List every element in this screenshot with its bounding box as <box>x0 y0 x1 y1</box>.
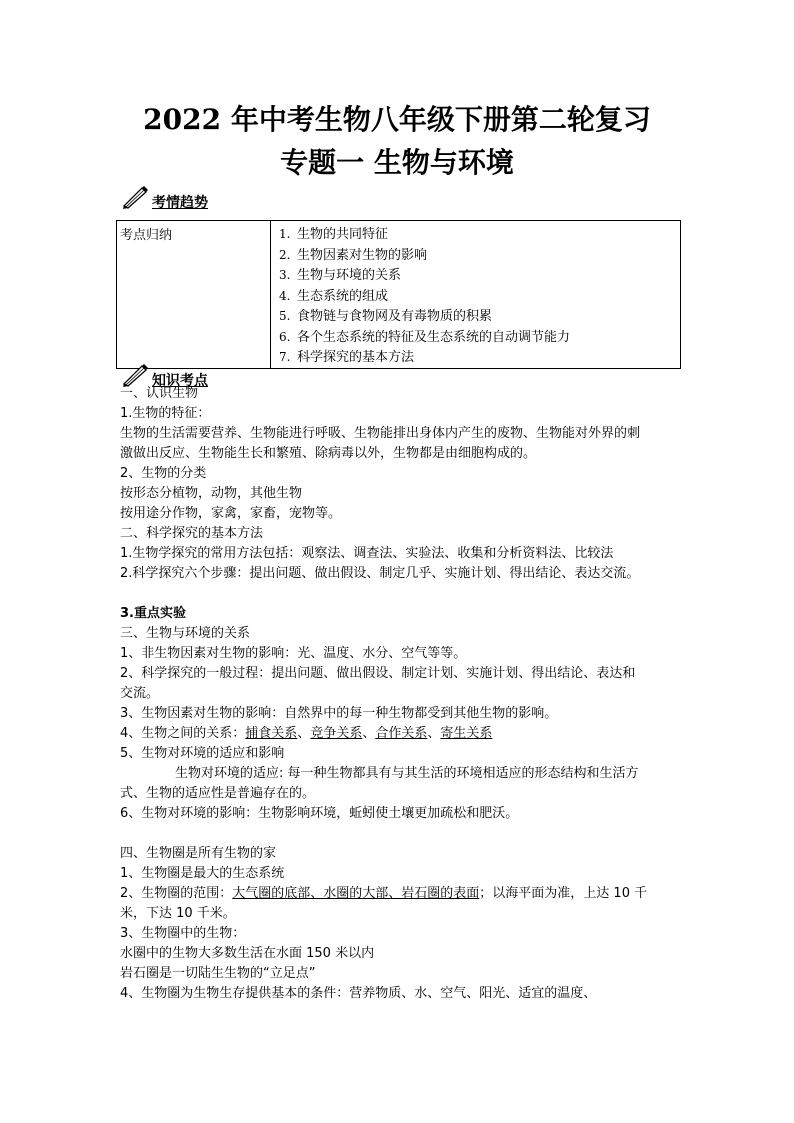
list-item: 4. 生态系统的组成 <box>279 288 389 304</box>
paragraph: 岩石圈是一切陆生生物的“立足点” <box>120 966 316 981</box>
paragraph: 4、生物之间的关系：捕食关系、竞争关系、合作关系、寄生关系 <box>120 726 493 741</box>
paragraph: 激做出反应、生物能生长和繁殖、除病毒以外，生物都是由细胞构成的。 <box>120 446 537 461</box>
summary-table <box>116 220 681 369</box>
paragraph: 3、生物圈中的生物： <box>120 926 246 941</box>
paragraph: 水圈中的生物大多数生活在水面 150 米以内 <box>120 946 375 961</box>
biosphere-range: 大气圈的底部、水圈的大部、岩石圈的表面 <box>232 886 480 901</box>
paragraph: 5、生物对环境的适应和影响 <box>120 746 285 761</box>
document-subtitle: 专题一 生物与环境 <box>280 146 514 179</box>
section-heading: 四、生物圈是所有生物的家 <box>120 846 277 861</box>
section-heading: 二、科学探究的基本方法 <box>120 526 264 541</box>
relation-term: 竞争关系 <box>310 726 363 741</box>
paragraph: 1.生物学探究的常用方法包括：观察法、调查法、实验法、收集和分析资料法、比较法 <box>120 546 614 561</box>
paragraph: 2、生物的分类 <box>120 466 207 481</box>
knowledge-content <box>120 384 680 1004</box>
relation-term: 寄生关系 <box>440 726 493 741</box>
list-item: 5. 食物链与食物网及有毒物质的积累 <box>279 309 493 324</box>
list-item: 3. 生物与环境的关系 <box>279 268 402 283</box>
paragraph: 1、非生物因素对生物的影响：光、温度、水分、空气等等。 <box>120 646 467 661</box>
paragraph: 2.科学探究六个步骤：提出问题、做出假设、制定几乎、实施计划、得出结论、表达交流。 <box>120 566 640 581</box>
paragraph: 生物的生活需要营养、生物能进行呼吸、生物能排出身体内产生的废物、生物能对外界的刺 <box>120 426 641 441</box>
paragraph: 式、生物的适应性是普遍存在的。 <box>120 786 316 801</box>
paragraph: 1.生物的特征： <box>120 406 211 421</box>
section-heading: 三、生物与环境的关系 <box>120 626 251 641</box>
paragraph: 1、生物圈是最大的生态系统 <box>120 866 285 881</box>
relation-term: 合作关系 <box>375 726 428 741</box>
paragraph: 米，下达 10 千米。 <box>120 906 236 921</box>
document-title: 2022 年中考生物八年级下册第二轮复习 <box>143 103 651 136</box>
summary-right-cell <box>271 221 681 369</box>
paragraph: 3、生物因素对生物的影响：自然界中的每一种生物都受到其他生物的影响。 <box>120 706 558 721</box>
pencil-icon <box>120 186 150 210</box>
summary-list <box>271 221 680 368</box>
list-item: 6. 各个生态系统的特征及生态系统的自动调节能力 <box>279 329 571 345</box>
list-item: 1. 生物的共同特征 <box>279 227 389 242</box>
list-item: 7. 科学探究的基本方法 <box>279 350 415 365</box>
paragraph: 按形态分植物，动物，其他生物 <box>120 486 303 501</box>
paragraph: 交流。 <box>120 686 160 701</box>
paragraph: 按用途分作物，家禽，家畜，宠物等。 <box>120 506 342 521</box>
paragraph: 3.重点实验 <box>120 606 186 621</box>
paragraph: 6、生物对环境的影响：生物影响环境，蚯蚓使土壤更加疏松和肥沃。 <box>120 806 519 821</box>
section-heading: 一、认识生物 <box>120 386 199 401</box>
list-item: 2. 生物因素对生物的影响 <box>279 247 428 263</box>
paragraph: 2、生物圈的范围：大气圈的底部、水圈的大部、岩石圈的表面；以海平面为准，上达 10 千 <box>120 886 648 901</box>
paragraph: 2、科学探究的一般过程：提出问题、做出假设、制定计划、实施计划、得出结论、表达和 <box>120 666 636 681</box>
relation-term: 捕食关系 <box>245 726 298 741</box>
paragraph: 4、生物圈为生物生存提供基本的条件：营养物质、水、空气、阳光、适宜的温度、 <box>120 986 597 1001</box>
trend-label: 考情趋势 <box>152 195 208 211</box>
paragraph: 生物对环境的适应: 每一种生物都具有与其生活的环境相适应的形态结构和生活方 <box>175 766 639 781</box>
summary-left-cell: 考点归纳 <box>117 221 271 369</box>
knowledge-label: 知识考点 <box>152 373 208 389</box>
